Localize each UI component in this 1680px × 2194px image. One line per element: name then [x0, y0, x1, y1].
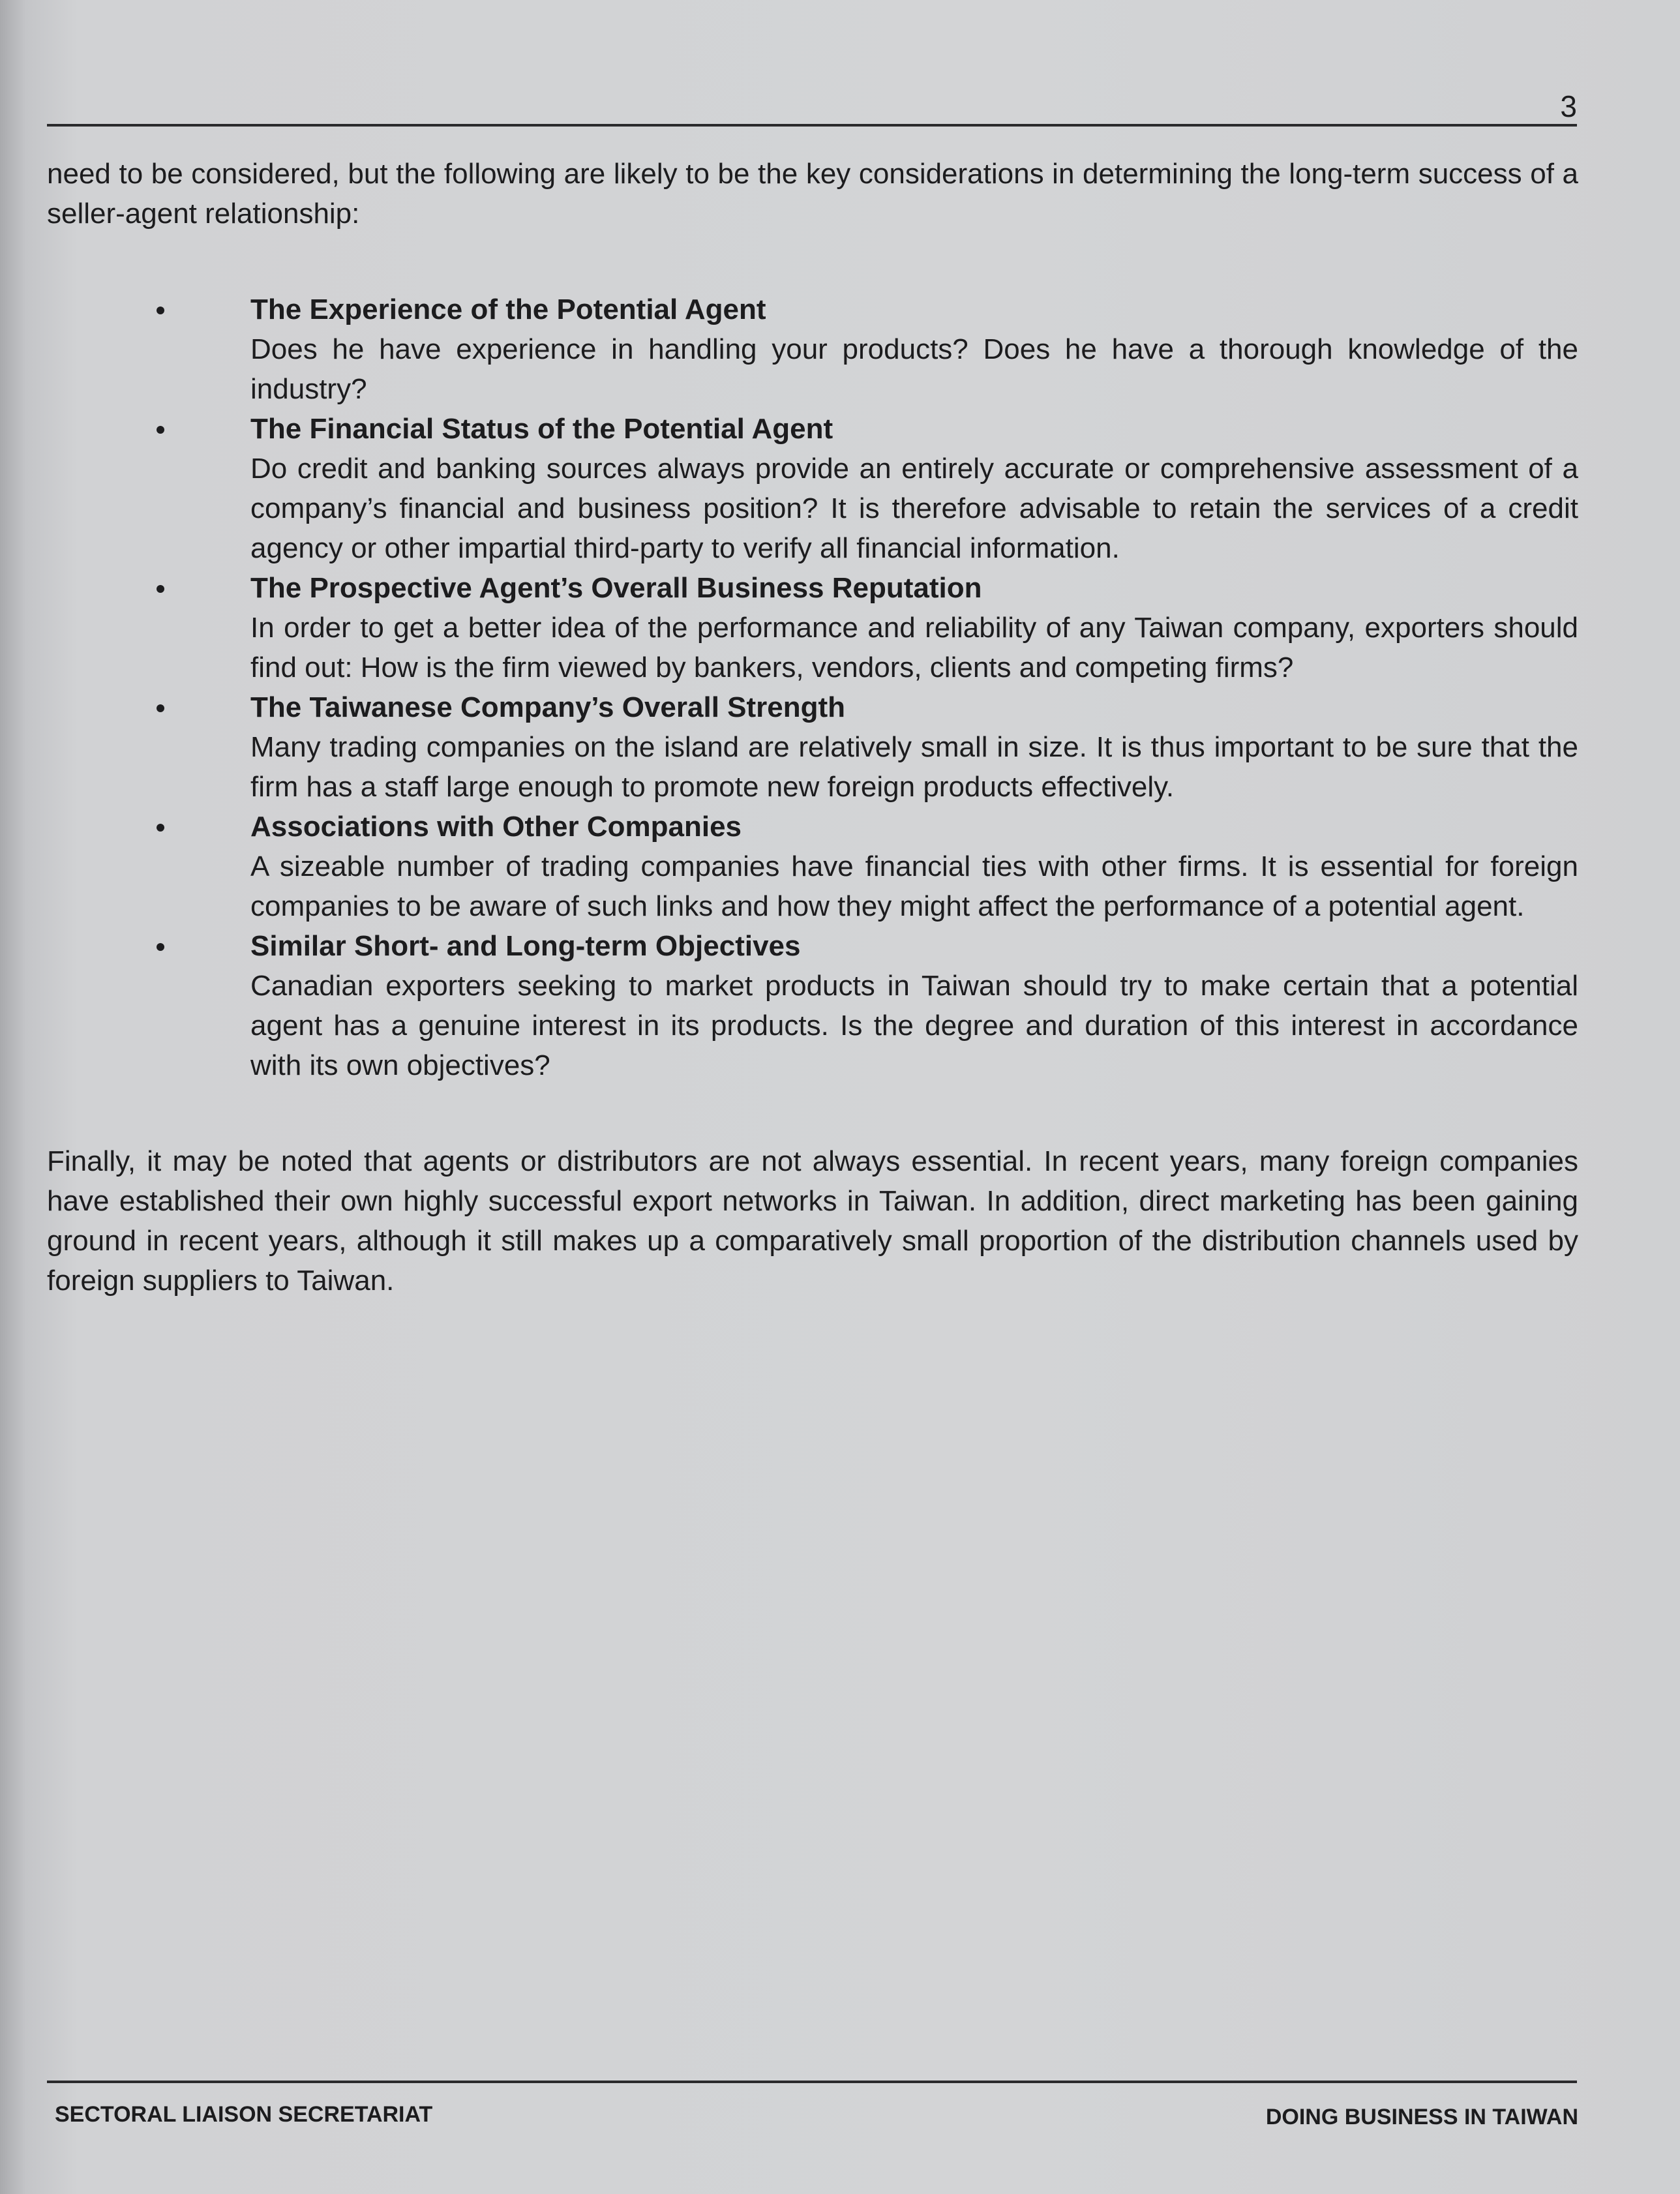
- bullet-icon: [157, 704, 164, 712]
- list-item: [250, 568, 1578, 687]
- list-item: [250, 807, 1578, 926]
- list-item-body: In order to get a better idea of the performance and reliability of any Taiwan company, exporters should find out: How is the firm viewed by bankers, vendors, clients and competing firms?: [250, 612, 1578, 684]
- list-item-heading: Similar Short- and Long-term Objectives: [250, 930, 801, 962]
- considerations-list: [47, 290, 1578, 1085]
- page-number: 3: [1560, 89, 1577, 123]
- intro-paragraph: need to be considered, but the following are likely to be the key considerations in determining the long-term success of a seller-agent relationship:: [47, 158, 1578, 230]
- bullet-icon: [157, 824, 164, 832]
- list-item-heading: Associations with Other Companies: [250, 811, 742, 843]
- page-content: [47, 154, 1578, 1300]
- list-item: [250, 926, 1578, 1085]
- list-item-heading: The Experience of the Potential Agent: [250, 293, 766, 325]
- list-item: [250, 409, 1578, 568]
- list-item-heading: The Taiwanese Company’s Overall Strength: [250, 691, 846, 723]
- list-item: [250, 290, 1578, 409]
- bullet-icon: [157, 943, 164, 951]
- list-item-body: A sizeable number of trading companies have financial ties with other firms. It is essential for foreign companies to be aware of such links and how they might affect the performance of a potential agent.: [250, 850, 1578, 922]
- bullet-icon: [157, 307, 164, 314]
- closing-paragraph: Finally, it may be noted that agents or distributors are not always essential. In recent years, many foreign companies have established their own highly successful export networks in Taiwan. In addition, direct marketing has been gaining ground in recent years, although it still makes up a comparatively small proportion of the distribution channels used by foreign suppliers to Taiwan.: [47, 1145, 1578, 1297]
- list-item-body: Do credit and banking sources always provide an entirely accurate or comprehensive assessment of a company’s financial and business position? It is therefore advisable to retain the services of a credit agency or other impartial third-party to verify all financial information.: [250, 453, 1578, 564]
- bullet-icon: [157, 585, 164, 593]
- footer-rule: [47, 2081, 1577, 2083]
- footer-publication-title: DOING BUSINESS IN TAIWAN: [1265, 2105, 1578, 2129]
- list-item-body: Does he have experience in handling your products? Does he have a thorough knowledge of the industry?: [250, 333, 1578, 405]
- list-item: [250, 687, 1578, 807]
- list-item-body: Canadian exporters seeking to market products in Taiwan should try to make certain that a potential agent has a genuine interest in its products. Is the degree and duration of this interest in accordance with its own objectives?: [250, 970, 1578, 1081]
- bullet-icon: [157, 426, 164, 434]
- list-item-body: Many trading companies on the island are relatively small in size. It is thus important to be sure that the firm has a staff large enough to promote new foreign products effectively.: [250, 731, 1578, 803]
- footer-organization: SECTORAL LIAISON SECRETARIAT: [55, 2102, 433, 2127]
- list-item-heading: The Financial Status of the Potential Agent: [250, 413, 833, 445]
- list-item-heading: The Prospective Agent’s Overall Business Reputation: [250, 572, 982, 604]
- header-rule: [47, 124, 1577, 127]
